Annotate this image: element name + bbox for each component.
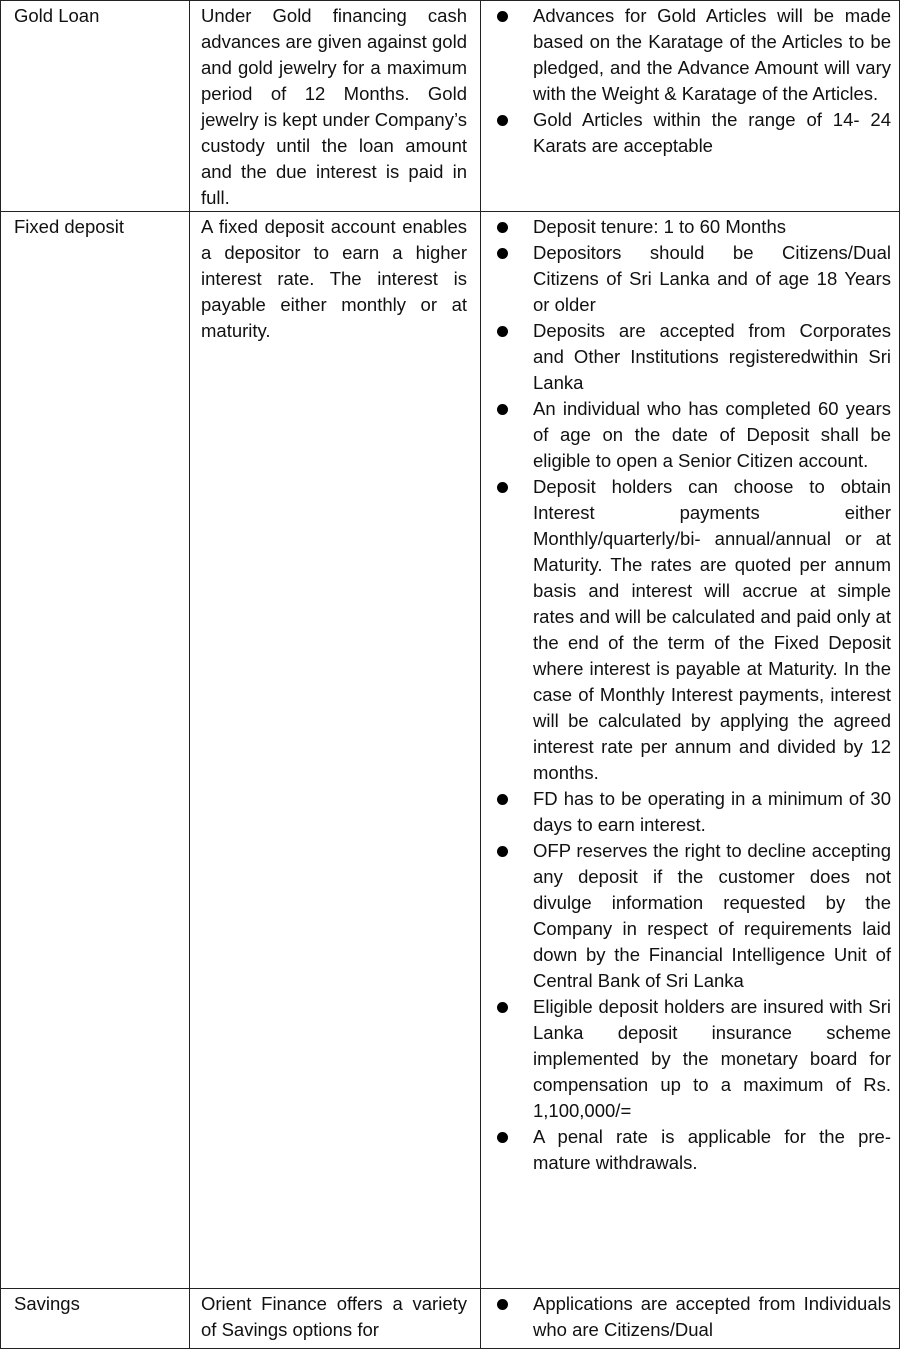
bullet-icon [497,1299,508,1310]
bullet-icon [497,248,508,259]
feature-list [481,214,891,1176]
table-row-gold-loan [1,1,900,212]
feature-item [481,396,891,474]
feature-text: FD has to be operating in a minimum of 30 days to earn interest. [533,788,891,835]
product-name: Fixed deposit [1,212,190,1289]
feature-text: Depositors should be Citizens/Dual Citizens of Sri Lanka and of age 18 Years or older [533,242,891,315]
product-features [481,212,900,1289]
bullet-icon [497,1002,508,1013]
bullet-icon [497,404,508,415]
feature-text: OFP reserves the right to decline accepting any deposit if the customer does not divulge information requested by the Company in respect of requirements laid down by the Financial Intelligence Unit of Central Bank of Sri Lanka [533,840,891,991]
bullet-icon [497,1132,508,1143]
table-row-savings [1,1289,900,1349]
product-name: Savings [1,1289,190,1349]
feature-item [481,786,891,838]
feature-item [481,838,891,994]
feature-item [481,240,891,318]
feature-text: An individual who has completed 60 years of age on the date of Deposit shall be eligible to open a Senior Citizen account. [533,398,891,471]
feature-text: Deposits are accepted from Corporates and Other Institutions registeredwithin Sri Lanka [533,320,891,393]
feature-item [481,318,891,396]
feature-text: Applications are accepted from Individuals who are Citizens/Dual [533,1293,891,1340]
product-name: Gold Loan [1,1,190,212]
feature-item [481,474,891,786]
feature-item [481,214,891,240]
bullet-icon [497,482,508,493]
feature-text: Deposit holders can choose to obtain Interest payments either Monthly/quarterly/bi- annual/annual or at Maturity. The rates are quoted per annum basis and interest will accrue at simple rates and will be calculated and paid only at the end of the term of the Fixed Deposit where interest is payable at Maturity. In the case of Monthly Interest payments, interest will be calculated by applying the agreed interest rate per annum and divided by 12 months. [533,476,891,783]
feature-list [481,3,891,159]
feature-item [481,107,891,159]
feature-item [481,3,891,107]
bullet-icon [497,222,508,233]
feature-text: A penal rate is applicable for the pre- mature withdrawals. [533,1126,891,1173]
bullet-icon [497,115,508,126]
feature-text: Deposit tenure: 1 to 60 Months [533,216,786,237]
feature-item [481,1291,891,1343]
bullet-icon [497,846,508,857]
bullet-icon [497,11,508,22]
product-features [481,1,900,212]
feature-text: Eligible deposit holders are insured with Sri Lanka deposit insurance scheme implemented by the monetary board for compensation up to a maximum of Rs. 1,100,000/= [533,996,891,1121]
feature-list [481,1291,891,1343]
feature-text: Advances for Gold Articles will be made based on the Karatage of the Articles to be pledged, and the Advance Amount will vary with the Weight & Karatage of the Articles. [533,5,891,104]
product-description: Orient Finance offers a variety of Savings options for [190,1289,481,1349]
feature-text: Gold Articles within the range of 14- 24 Karats are acceptable [533,109,891,156]
product-description: A fixed deposit account enables a depositor to earn a higher interest rate. The interest is payable either monthly or at maturity. [190,212,481,1289]
feature-item [481,1124,891,1176]
bullet-icon [497,326,508,337]
bullet-icon [497,794,508,805]
table-row-fixed-deposit [1,212,900,1289]
feature-item [481,994,891,1124]
product-description: Under Gold financing cash advances are given against gold and gold jewelry for a maximum period of 12 Months. Gold jewelry is kept under Company’s custody until the loan amount and the due interest is paid in full. [190,1,481,212]
product-features [481,1289,900,1349]
